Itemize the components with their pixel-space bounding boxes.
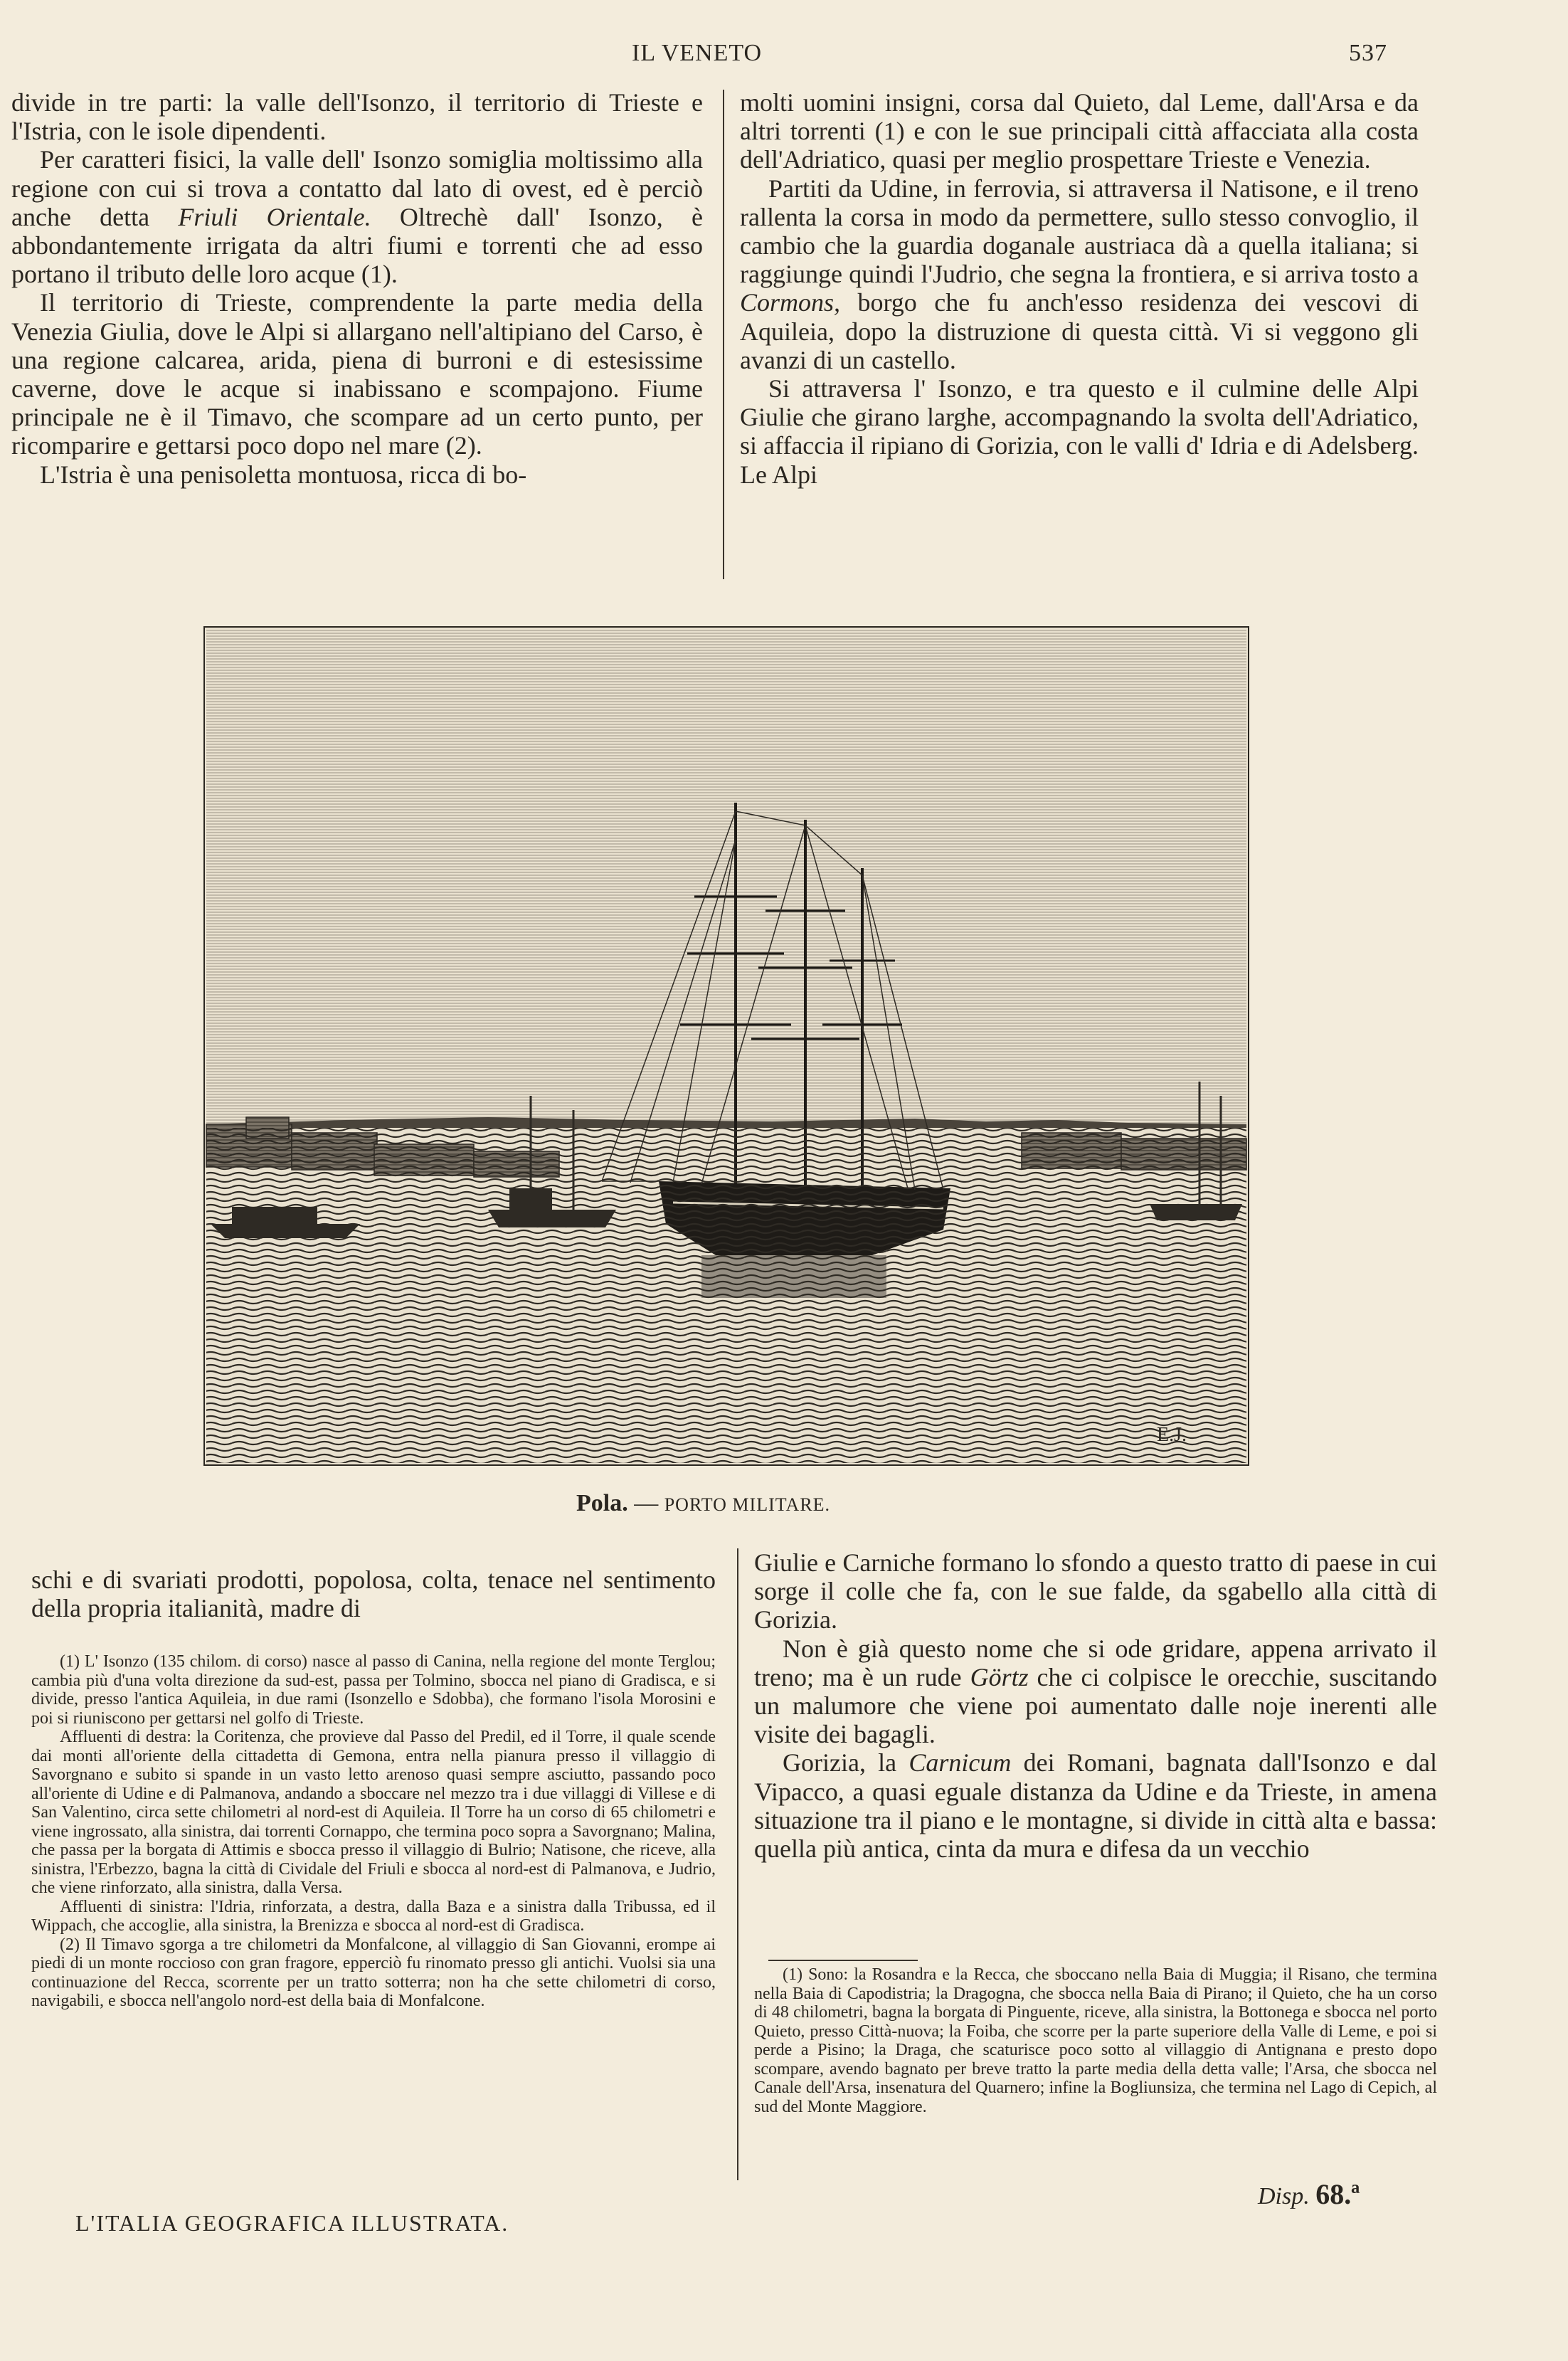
paragraph-fragment: che ci colpisce le orecchie, suscitando un malumore che viene poi aumentato dalle noje inerenti alle visite dei bagagli.	[754, 1662, 1437, 1749]
italic-term: Cormons,	[740, 288, 841, 317]
paragraph: Giulie e Carniche formano lo sfondo a questo tratto di paese in cui sorge il colle che fa, con le sue falde, da sgabello alla città di Gorizia.	[754, 1548, 1437, 1634]
paragraph: schi e di svariati prodotti, popolosa, colta, tenace nel sentimento della propria italianità, madre di	[31, 1565, 716, 1623]
footnote: Affluenti di sinistra: l'Idria, rinforzata, a destra, dalla Baza e a sinistra dalla Tribussa, ed il Wippach, che accoglie, alla sinistra, la Brenizza e sbocca al nord-est di Gradisca.	[31, 1897, 716, 1935]
italic-term: Carnicum	[909, 1748, 1012, 1778]
paragraph-fragment: Per caratteri fisici, la valle dell' Isonzo somiglia moltissimo alla regione con cui si trova a contatto dal lato di ovest, ed è perciò anche detta	[11, 145, 703, 231]
page-number: 537	[1349, 40, 1387, 66]
italic-term: Friuli Orientale.	[178, 202, 371, 231]
footnotes-right	[754, 1965, 1437, 2116]
caption-subject: PORTO MILITARE.	[664, 1494, 831, 1515]
paragraph-fragment: Oltrechè dall' Isonzo, è abbondantemente irrigata da altri fiumi e torrenti che ad esso portano il tributo delle loro acque (1).	[11, 202, 703, 289]
paragraph-fragment: dei Romani, bagnata dall'Isonzo e dal Vipacco, a quasi eguale distanza da Udine e da Trieste, in amena situazione tra il piano e le montagne, si divide in città alta e bassa: quella più antica, cinta da mura e difesa da un vecchio	[754, 1748, 1437, 1864]
engraving-pola-harbor	[203, 626, 1249, 1466]
paragraph: Il territorio di Trieste, comprendente la parte media della Venezia Giulia, dove le Alpi si allargano nell'altipiano del Carso, è una regione calcarea, arida, piena di burroni e di estesissime caverne, dove le acque si inabissano e scompajono. Fiume principale ne è il Timavo, che scompare ad un certo punto, per ricomparire e gettarsi poco dopo nel mare (2).	[11, 288, 703, 460]
column-divider-bottom	[737, 1548, 738, 2180]
footnote: (1) Sono: la Rosandra e la Recca, che sboccano nella Baia di Muggia; il Risano, che termina nella Baia di Capodistria; la Dragogna, che sbocca nella Baia di Pirano; il Quieto, che ha un corso di 48 chilometri, bagna la borgata di Pinguente, riceve, alla sinistra, la Bottonega e sbocca nel porto Quieto, presso Città-nuova; la Foiba, che scorre per la parte superiore della Valle di Leme, e poi si perde a Pisino; la Draga, che scaturisce poco sotto al villaggio di Antignana e presto dopo scompare, avendo bagnato per breve tratto la parte media della detta valle; l'Arsa, che sbocca nel Canale dell'Arsa, insenatura del Quarnero; infine la Bogliunsiza, che termina nel Lago di Cepich, al sud del Monte Maggiore.	[754, 1965, 1437, 2116]
dispensa-marker	[1258, 2177, 1360, 2211]
publication-footer: L'ITALIA GEOGRAFICA ILLUSTRATA.	[75, 2210, 509, 2236]
disp-label: Disp.	[1258, 2183, 1310, 2209]
footnote: Affluenti di destra: la Coritenza, che provieve dal Passo del Predil, ed il Torre, il quale scende dai monti all'oriente della cittadetta di Gemona, entra nella pianura presso il villaggio di Savorgnano e subito si spande in un vasto letto arenoso quasi sempre asciutto, passando poco all'oriente di Udine e di Palmanova, andando a sboccare nel mezzo tra i due villaggi di Villese e di San Valentino, circa sette chilometri al nord-est di Aquileia. Il Torre ha un corso di 65 chilometri e viene ingrossato, alla sinistra, dai torrenti Cornappo, che termina poco sopra a Savorgnano; Malina, che passa per la borgata di Attimis e sbocca presso il villaggio di Bulrio; Natisone, che riceve, alla sinistra, l'Erbezzo, bagna la città di Cividale del Friuli e sbocca al nord-est di Palmanova, e Judrio, che viene rinforzato, alla sinistra, dalla Versa.	[31, 1728, 716, 1897]
column-left-bottom	[31, 1565, 716, 1622]
paragraph-fragment: Partiti da Udine, in ferrovia, si attraversa il Natisone, e il treno rallenta la corsa in modo da permettere, sullo stesso convoglio, il cambio che la guardia doganale austriaca dà a quella italiana; si raggiunge quindi l'Judrio, che segna la frontiera, e si arriva tosto a	[740, 174, 1419, 289]
paragraph-fragment: borgo che fu anch'esso residenza dei vescovi di Aquileia, dopo la distruzione di questa città. Vi si veggono gli avanzi di un castello.	[740, 288, 1419, 374]
footnotes-left	[31, 1652, 716, 2011]
footnote: (2) Il Timavo sgorga a tre chilometri da Monfalcone, al villaggio di San Giovanni, erompe ai piedi di un monte roccioso con gran fragore, epperciò fu rinomato presso gli antichi. Vuolsi sia una continuazione del Recca, scorrente per un tratto sotterra; non ha che sette chilometri di corso, navigabili, e sbocca nell'angolo nord-est della baia di Monfalcone.	[31, 1935, 716, 2010]
italic-term: Görtz	[970, 1662, 1029, 1691]
paragraph: divide in tre parti: la valle dell'Isonzo, il territorio di Trieste e l'Istria, con le isole dipendenti.	[11, 88, 703, 146]
disp-number: 68.ª	[1315, 2178, 1360, 2210]
caption-dash: —	[627, 1490, 664, 1516]
paragraph: L'Istria è una penisoletta montuosa, ricca di bo-	[40, 460, 527, 489]
column-right-top	[740, 88, 1419, 489]
paragraph	[740, 174, 1419, 374]
paragraph-fragment: Gorizia, la	[783, 1748, 909, 1778]
paragraph	[754, 1748, 1437, 1863]
column-right-bottom	[754, 1548, 1437, 1863]
column-divider-top	[723, 90, 724, 579]
footnote: (1) L' Isonzo (135 chilom. di corso) nasce al passo di Canina, nella regione del monte Terglou; cambia più d'una volta direzione da sud-est, passa per Tolmino, sbocca nel piano di Gradisca, e si divide, presso l'antica Aquileia, in due rami (Isonzello e Sdobba), che formano l'isola Morosini e poi si riuniscono per gettarsi nel golfo di Trieste.	[31, 1652, 716, 1728]
column-left-top	[11, 88, 703, 489]
illustration-caption	[576, 1490, 830, 1517]
paragraph-fragment: Non è già questo nome che si ode gridare, appena arrivato il treno; ma è un rude	[754, 1634, 1437, 1691]
paragraph	[754, 1634, 1437, 1749]
paragraph: Si attraversa l' Isonzo, e tra questo e il culmine delle Alpi Giulie che girano larghe, accompagnando la svolta dell'Adriatico, si affaccia il ripiano di Gorizia, con le valli d' Idria e di Adelsberg. Le Alpi	[740, 374, 1419, 489]
footnote-rule	[768, 1960, 918, 1961]
engraver-signature: E.J.	[1157, 1424, 1187, 1446]
paragraph: molti uomini insigni, corsa dal Quieto, dal Leme, dall'Arsa e da altri torrenti (1) e con le sue principali città affacciata alla costa dell'Adriatico, quasi per meglio prospettare Trieste e Venezia.	[740, 88, 1419, 174]
caption-place: Pola.	[576, 1490, 628, 1516]
running-head: IL VENETO	[632, 40, 763, 66]
paragraph	[11, 145, 703, 288]
